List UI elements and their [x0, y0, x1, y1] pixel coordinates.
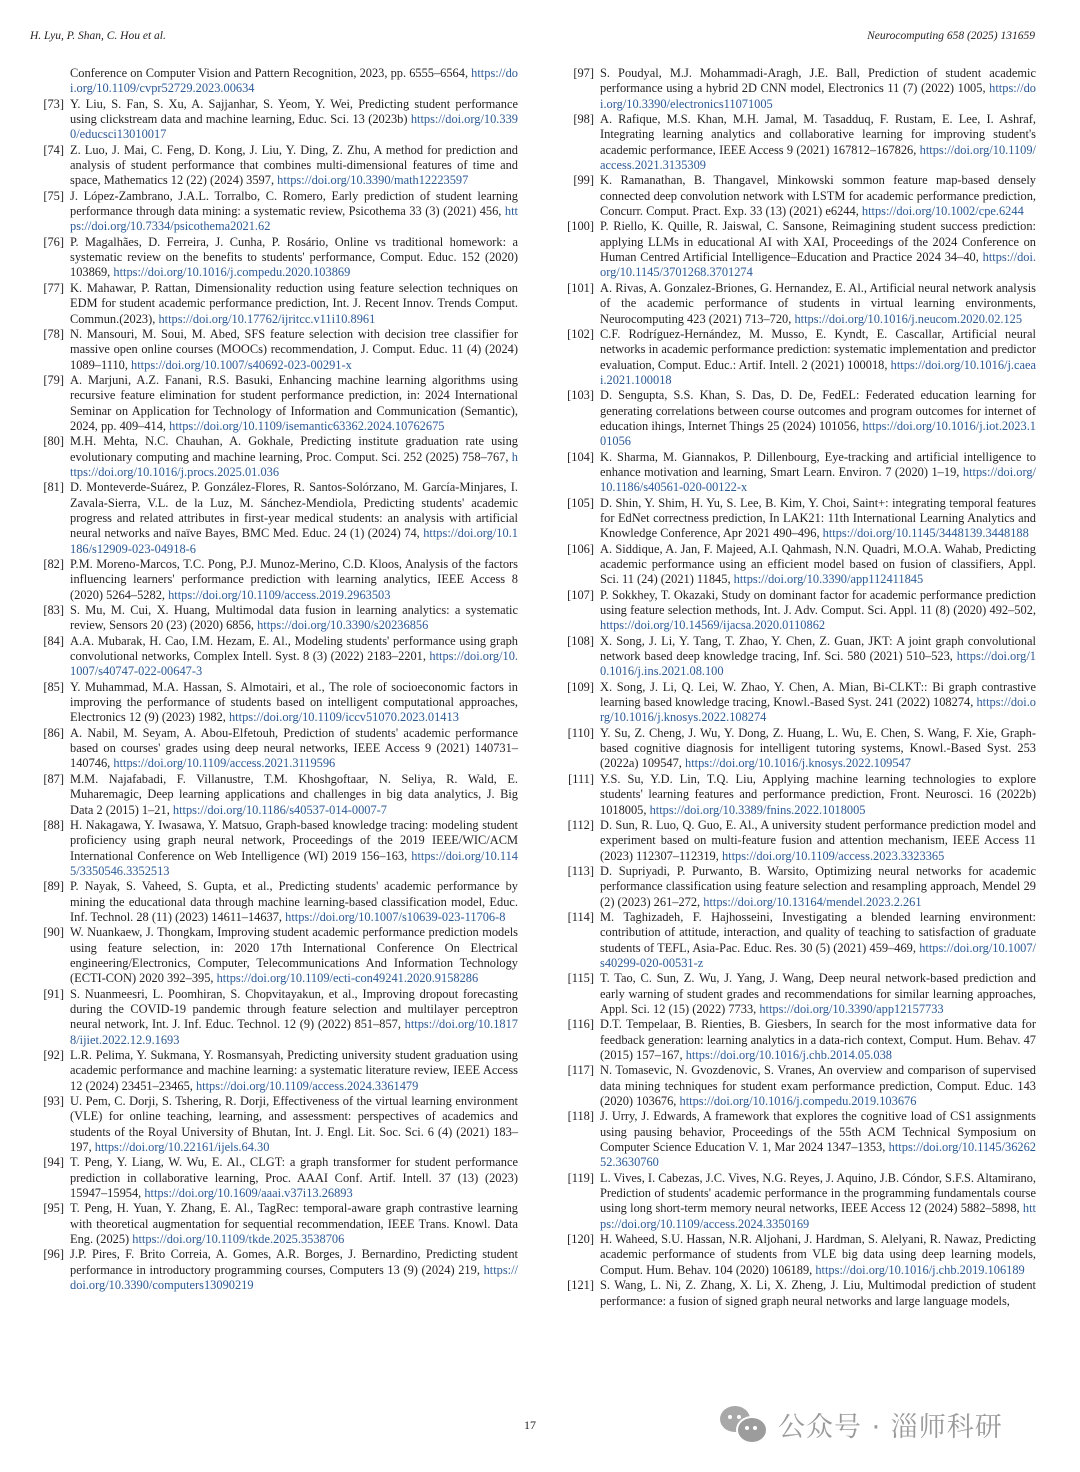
watermark-text: 公众号 · 淄师科研: [778, 1411, 1003, 1443]
reference-number: [100]: [567, 219, 594, 234]
reference-entry: [36, 557, 518, 603]
reference-citation: P. Nayak, S. Vaheed, S. Gupta, et al., Predicting students' academic performance by mining the educational data through machine learning-based classification model, Educ. Inf. Technol. 28 (11) (2023) 14611–14637,: [70, 879, 518, 924]
reference-text: [70, 772, 518, 818]
reference-citation: D. Sun, R. Luo, Q. Guo, E. Al., A university student performance prediction model and experiment based on multi-feature fusion and attention mechanism, IEEE Access 11 (2023) 112307–112319,: [600, 817, 1036, 863]
reference-text: [70, 1048, 518, 1094]
reference-entry: [556, 281, 1036, 327]
reference-entry: [556, 1278, 1036, 1309]
reference-text: [70, 603, 518, 634]
doi-link[interactable]: https://doi.org/10.1016/j.compedu.2020.103869: [113, 265, 351, 280]
reference-text: [600, 66, 1036, 112]
reference-entry: [36, 327, 518, 373]
doi-link[interactable]: https://doi.org/10.1007/s40692-023-00291-x: [131, 357, 352, 372]
reference-citation: D. Sengupta, S.S. Khan, S. Das, D. De, FedEL: Federated education learning for generating correlations between course outcomes and program outcomes for internet of education ihings, Internet Things 25 (2024) 101056,: [600, 388, 1036, 433]
reference-text: [600, 112, 1036, 173]
doi-link[interactable]: https://doi.org/10.1016/j.chb.2019.106189: [815, 1262, 1025, 1277]
reference-entry: [556, 219, 1036, 280]
reference-number: [118]: [567, 1109, 594, 1124]
reference-number: [101]: [567, 280, 594, 295]
reference-citation: Y.S. Su, Y.D. Lin, T.Q. Liu, Applying machine learning technologies to explore students' learning features and performance prediction, Front. Neurosci. 16 (2022b) 1018005,: [600, 771, 1036, 817]
reference-entry: [36, 726, 518, 772]
reference-citation: W. Nuankaew, J. Thongkam, Improving student academic performance prediction models using feature selection, in: 2020 17th International Conference On Electrical engineering/Electronics, Computer, Telecommunications And Information Technology (ECTI-CON) 2020 392–395,: [70, 925, 518, 986]
reference-entry: [556, 496, 1036, 542]
reference-entry: [36, 143, 518, 189]
reference-number: [121]: [567, 1278, 594, 1293]
reference-citation: D.T. Tempelaar, B. Rienties, B. Giesbers, In search for the most informative data for feedback generation: learning analytics in a data-rich context, Comput. Hum. Behav. 47 (2015) 157–167,: [600, 1017, 1036, 1062]
doi-link[interactable]: https://doi.org/10.1145/3701268.3701274: [600, 250, 1036, 280]
reference-number: [94]: [43, 1155, 64, 1170]
reference-entry: [36, 603, 518, 634]
reference-number: [110]: [567, 725, 594, 740]
reference-citation: M.M. Najafabadi, F. Villanustre, T.M. Khoshgoftaar, N. Seliya, R. Wald, E. Muharemagic, Deep learning applications and challenges in big data analytics, J. Big Data 2 (2015) 1–21,: [70, 771, 518, 817]
reference-text: [600, 726, 1036, 772]
reference-citation: A. Rivas, A. Gonzalez-Briones, G. Hernandez, E. Al., Artificial neural network analysis of the academic performance of students in virtual learning environments, Neurocomputing 423 (2021) 713–720,: [600, 280, 1036, 326]
doi-link[interactable]: https://doi.org/10.1016/j.procs.2025.01.036: [70, 449, 518, 479]
doi-link[interactable]: https://doi.org/10.1145/3350546.3352513: [70, 848, 518, 878]
reference-entry: [556, 388, 1036, 449]
reference-number: [108]: [567, 633, 594, 648]
reference-text: [600, 173, 1036, 219]
reference-citation: T. Peng, H. Yuan, Y. Zhang, E. Al., TagRec: temporal-aware graph contrastive learning with theoretical augmentation for sequential recommendation, IEEE Trans. Knowl. Data Eng. (2025): [70, 1201, 518, 1247]
reference-text: [600, 588, 1036, 634]
reference-entry: [36, 680, 518, 726]
reference-text: [70, 680, 518, 726]
reference-entry: [36, 987, 518, 1048]
doi-link[interactable]: https://doi.org/10.13164/mendel.2023.2.261: [703, 894, 922, 909]
reference-citation: D. Shin, Y. Shim, H. Yu, S. Lee, B. Kim, Y. Choi, Saint+: integrating temporal features for EdNet correctness prediction, In LAK21: 11th International Learning Analytics and Knowledge Conference, Apr 2021 490–496,: [600, 495, 1036, 541]
reference-number: [90]: [43, 925, 64, 940]
reference-entry: [556, 1232, 1036, 1278]
doi-link[interactable]: https://doi.org/10.1109/access.2019.2963503: [168, 587, 391, 602]
reference-number: [103]: [567, 388, 594, 403]
reference-citation: T. Peng, Y. Liang, W. Wu, E. Al., CLGT: a graph transformer for student performance prediction in collaborative learning, Proc. AAAI Conf. Artif. Intell. 37 (13) (2023) 15947–15954,: [70, 1155, 518, 1201]
doi-link[interactable]: https://doi.org/10.14569/ijacsa.2020.0110862: [600, 618, 826, 633]
reference-entry: [556, 66, 1036, 112]
reference-entry: [36, 1094, 518, 1155]
reference-number: [88]: [43, 817, 64, 832]
reference-entry: [556, 680, 1036, 726]
doi-link[interactable]: https://doi.org/10.3390/educsci13010017: [70, 112, 518, 142]
doi-link[interactable]: https://doi.org/10.7334/psicothema2021.62: [70, 204, 518, 234]
doi-link[interactable]: https://doi.org/10.1007/s10639-023-11706-8: [285, 909, 506, 924]
reference-text: [600, 1063, 1036, 1109]
reference-entry: [36, 772, 518, 818]
reference-text: [70, 987, 518, 1048]
reference-number: [96]: [43, 1247, 64, 1262]
reference-entry: [36, 434, 518, 480]
reference-text: [70, 634, 518, 680]
reference-number: [93]: [43, 1094, 64, 1109]
doi-link[interactable]: https://doi.org/10.1007/s40299-020-00531-z: [600, 940, 1036, 970]
reference-citation: T. Tao, C. Sun, Z. Wu, J. Yang, J. Wang, Deep neural network-based prediction and early warning of student grades and recommendations for similar learning approaches, Appl. Sci. 12 (15) (2022) 7733,: [600, 971, 1036, 1016]
reference-text: [600, 910, 1036, 971]
reference-entry: [36, 480, 518, 557]
reference-citation: P. Riello, K. Quille, R. Jaiswal, C. Sansone, Reimagining student success prediction: applying LLMs in educational AI with XAI, Proceedings of the 2024 Conference on Human Centred Artificial Intelligence–Education and Practice 2024 34–40,: [600, 219, 1036, 265]
reference-text: [600, 1017, 1036, 1063]
reference-citation: Z. Luo, J. Mai, C. Feng, D. Kong, J. Liu, Y. Ding, Z. Zhu, A method for prediction and analysis of student performance that combines multi-dimensional features of time and space, Mathematics 12 (22) (2024) 3597,: [70, 142, 518, 188]
reference-entry: [36, 66, 518, 97]
reference-text: [70, 189, 518, 235]
reference-citation: H. Waheed, S.U. Hassan, N.R. Aljohani, J. Hardman, S. Alelyani, R. Nawaz, Predicting academic performance of students from VLE big data using deep learning models, Comput. Hum. Behav. 104 (2020) 106189,: [600, 1232, 1036, 1277]
reference-citation: J. Urry, J. Edwards, A framework that explores the cognitive load of CS1 assignments using pausing behavior, Proceedings of the 55th ACM Technical Symposium on Computer Science Education V. 1, Mar 2024 1347–1353,: [600, 1109, 1036, 1155]
reference-number: [77]: [43, 280, 64, 295]
reference-text: [70, 373, 518, 434]
reference-entry: [556, 173, 1036, 219]
doi-link[interactable]: https://doi.org/10.1016/j.caeai.2021.100018: [600, 357, 1036, 387]
reference-text: [600, 680, 1036, 726]
reference-text: [70, 726, 518, 772]
reference-citation: L.R. Pelima, Y. Sukmana, Y. Rosmansyah, Predicting university student graduation using academic performance and machine learning: a systematic literature review, IEEE Access 12 (2024) 23451–23465,: [70, 1048, 518, 1093]
reference-entry: [556, 542, 1036, 588]
doi-link[interactable]: https://doi.org/10.1016/j.neucom.2020.02.125: [794, 311, 1023, 326]
reference-entry: [556, 1063, 1036, 1109]
reference-number: [115]: [567, 971, 594, 986]
reference-number: [92]: [43, 1048, 64, 1062]
doi-link[interactable]: https://doi.org/10.3390/app112411845: [733, 572, 924, 587]
reference-text: [70, 1247, 518, 1293]
reference-text: [600, 542, 1036, 588]
reference-entry: [36, 235, 518, 281]
reference-text: [600, 219, 1036, 280]
doi-link[interactable]: https://doi.org/10.1145/3448139.3448188: [822, 526, 1029, 541]
reference-text: [600, 1278, 1036, 1309]
reference-text: [70, 66, 518, 97]
reference-text: [70, 434, 518, 480]
reference-text: [70, 818, 518, 879]
reference-citation: S. Mu, M. Cui, X. Huang, Multimodal data fusion in learning analytics: a systematic review, Sensors 20 (23) (2020) 6856,: [70, 603, 518, 633]
reference-citation: U. Pem, C. Dorji, S. Tshering, R. Dorji, Effectiveness of the virtual learning environment (VLE) for online teaching, learning, and assessment: perspectives of academics and students of the Royal University of Bhutan, Int. J. Engl. Lit. Soc. Sci. 6 (4) (2021) 183–197,: [70, 1094, 518, 1155]
reference-number: [75]: [43, 188, 64, 203]
reference-citation: A. Nabil, M. Seyam, A. Abou-Elfetouh, Prediction of students' academic performance based on courses' grades using deep neural networks, IEEE Access 9 (2021) 140731–140746,: [70, 725, 518, 771]
reference-number: [99]: [573, 173, 594, 188]
reference-number: [113]: [567, 863, 594, 878]
reference-citation: D. Monteverde-Suárez, P. González-Flores, R. Santos-Solórzano, M. García-Minjares, I. Zavala-Sierra, V.L. de la Luz, M. Sánchez-Mendiola, Predicting students' academic progress and related attributes in first-year medical students: an analysis with artificial neural networks and naïve Bayes, BMC Med. Educ. 24 (1) (2024) 74,: [70, 480, 518, 541]
reference-text: [70, 1155, 518, 1201]
reference-text: [600, 634, 1036, 680]
doi-link[interactable]: https://doi.org/10.1016/j.knosys.2022.109547: [685, 756, 911, 771]
wechat-icon: [720, 1404, 768, 1444]
doi-link[interactable]: https://doi.org/10.1016/j.ins.2021.08.100: [600, 649, 1036, 679]
reference-number: [104]: [567, 449, 594, 464]
doi-link[interactable]: https://doi.org/10.1016/j.iot.2023.101056: [600, 418, 1036, 449]
reference-number: [91]: [43, 986, 64, 1001]
doi-link[interactable]: https://doi.org/10.3390/app12157733: [759, 1001, 944, 1016]
doi-link[interactable]: https://doi.org/10.22161/ijels.64.30: [94, 1140, 270, 1155]
reference-text: [600, 971, 1036, 1017]
doi-link[interactable]: https://doi.org/10.1109/access.2021.3119596: [113, 756, 336, 771]
reference-entry: [36, 879, 518, 925]
reference-text: [600, 772, 1036, 818]
doi-link[interactable]: https://doi.org/10.1109/isemantic63362.2024.10762675: [169, 418, 445, 433]
reference-entry: [36, 1201, 518, 1247]
reference-number: [76]: [43, 234, 64, 249]
reference-entry: [556, 971, 1036, 1017]
reference-citation: H. Nakagawa, Y. Iwasawa, Y. Matsuo, Graph-based knowledge tracing: modeling student proficiency using graph neural network, Proceedings of the 2019 IEEE/WIC/ACM International Conference on Web Intelligence (WI) 2019 156–163,: [70, 817, 518, 863]
doi-link[interactable]: https://doi.org/10.1109/tkde.2025.3538706: [132, 1232, 345, 1247]
reference-text: [600, 450, 1036, 496]
reference-number: [36, 66, 70, 97]
reference-citation: M. Taghizadeh, F. Hajhosseini, Investigating a blended learning environment: contribution of attitude, interaction, and quality of teaching to satisfaction of graduate students of TEFL, Asia-Pac. Educ. Res. 30 (5) (2021) 459–469,: [600, 909, 1036, 955]
reference-number: [85]: [43, 679, 64, 694]
reference-number: [107]: [567, 587, 594, 602]
reference-citation: N. Tomasevic, N. Gvozdenovic, S. Vranes, An overview and comparison of supervised data mining techniques for student exam performance prediction, Comput. Educ. 143 (2020) 103676,: [600, 1063, 1036, 1109]
reference-number: [120]: [567, 1232, 594, 1247]
doi-link[interactable]: https://doi.org/10.1109/iccv51070.2023.01413: [228, 710, 459, 725]
reference-number: [114]: [567, 909, 594, 924]
reference-number: [86]: [43, 725, 64, 740]
reference-entry: [556, 818, 1036, 864]
reference-entry: [36, 373, 518, 434]
doi-link[interactable]: https://doi.org/10.1002/cpe.6244: [861, 204, 1024, 219]
reference-entry: [36, 1247, 518, 1293]
reference-citation: C.F. Rodríguez-Hernández, M. Musso, E. Kyndt, E. Cascallar, Artificial neural networks in academic performance prediction: systematic implementation and predictor evaluation, Comput. Educ.: Artif. Intell. 2 (2021) 100018,: [600, 326, 1036, 372]
reference-number: [102]: [567, 326, 594, 341]
reference-text: [600, 327, 1036, 388]
watermark: [720, 1404, 1003, 1444]
doi-link[interactable]: https://doi.org/10.1109/access.2024.3350169: [600, 1201, 1036, 1231]
doi-link[interactable]: https://doi.org/10.1109/access.2021.3135309: [600, 142, 1036, 173]
reference-number: [80]: [43, 434, 64, 449]
reference-text: [70, 143, 518, 189]
reference-citation: K. Mahawar, P. Rattan, Dimensionality reduction using feature selection techniques on EDM for student academic performance prediction, Int. J. Recent Innov. Trends Comput. Commun.(2023),: [70, 280, 518, 326]
reference-citation: X. Song, J. Li, Q. Lei, W. Zhao, Y. Chen, A. Mian, Bi-CLKT:: Bi graph contrastive learning based knowledge tracing, Knowl.-Based Syst. 241 (2022) 108274,: [600, 679, 1036, 710]
reference-citation: P.M. Moreno-Marcos, T.C. Pong, P.J. Munoz-Merino, C.D. Kloos, Analysis of the factors influencing learners' performance prediction with learning analytics, IEEE Access 8 (2020) 5264–5282,: [70, 557, 518, 602]
reference-citation: Y. Muhammad, M.A. Hassan, S. Almotairi, et al., The role of socioeconomic factors in improving the performance of students based on intelligent computational approaches, Electronics 12 (9) (2023) 1982,: [70, 679, 518, 725]
reference-entry: [36, 281, 518, 327]
reference-entry: [36, 1155, 518, 1201]
reference-citation: X. Song, J. Li, Y. Tang, T. Zhao, Y. Chen, Z. Guan, JKT: A joint graph convolutional network based deep knowledge tracing, Inf. Sci. 580 (2021) 510–523,: [600, 633, 1036, 664]
reference-text: [70, 1094, 518, 1155]
reference-number: [111]: [568, 771, 594, 786]
reference-number: [74]: [43, 142, 64, 157]
reference-number: [95]: [43, 1201, 64, 1216]
reference-number: [81]: [43, 480, 64, 495]
reference-text: [600, 864, 1036, 910]
doi-link[interactable]: https://doi.org/10.3389/fnins.2022.1018005: [649, 802, 866, 817]
reference-number: [82]: [43, 557, 64, 571]
reference-text: [70, 879, 518, 925]
reference-entry: [36, 925, 518, 986]
reference-entry: [556, 1109, 1036, 1170]
doi-link[interactable]: https://doi.org/10.3390/s20236856: [257, 618, 429, 633]
reference-entry: [36, 634, 518, 680]
doi-link[interactable]: https://doi.org/10.3390/electronics11071005: [600, 81, 1036, 111]
reference-number: [97]: [573, 66, 594, 80]
reference-citation: Conference on Computer Vision and Pattern Recognition, 2023, pp. 6555–6564,: [70, 66, 472, 80]
reference-citation: A. Rafique, M.S. Khan, M.H. Jamal, M. Tasadduq, F. Rustam, E. Lee, I. Ashraf, Integrating learning analytics and collaborative learning for improving student's academic performance, IEEE Access 9 (2021) 167812–167826,: [600, 112, 1036, 157]
reference-number: [109]: [567, 679, 594, 694]
reference-number: [98]: [573, 112, 594, 127]
reference-text: [70, 327, 518, 373]
doi-link[interactable]: https://doi.org/10.1016/j.chb.2014.05.038: [685, 1048, 892, 1062]
doi-link[interactable]: https://doi.org/10.1186/s40537-014-0007-7: [172, 802, 387, 817]
reference-number: [79]: [43, 372, 64, 387]
doi-link[interactable]: https://doi.org/10.18178/ijiet.2022.12.9.1693: [70, 1017, 518, 1047]
running-head-journal: Neurocomputing 658 (2025) 131659: [867, 30, 1035, 42]
reference-text: [70, 281, 518, 327]
reference-entry: [556, 1171, 1036, 1232]
reference-entry: [556, 910, 1036, 971]
reference-number: [84]: [43, 633, 64, 648]
reference-number: [78]: [43, 326, 64, 341]
doi-link[interactable]: https://doi.org/10.1145/3626252.3630760: [600, 1140, 1036, 1170]
doi-link[interactable]: https://doi.org/10.1186/s40561-020-00122-x: [600, 464, 1036, 495]
doi-link[interactable]: https://doi.org/10.3390/math12223597: [277, 173, 469, 188]
reference-citation: J.P. Pires, F. Brito Correia, A. Gomes, A.R. Borges, J. Bernardino, Predicting student performance in introductory programming courses, Computers 13 (9) (2024) 219,: [70, 1247, 518, 1277]
reference-text: [600, 388, 1036, 449]
reference-number: [83]: [43, 603, 64, 618]
reference-text: [70, 1201, 518, 1247]
doi-link[interactable]: https://doi.org/10.1016/j.knosys.2022.108274: [600, 695, 1036, 725]
reference-citation: A.A. Mubarak, H. Cao, I.M. Hezam, E. Al., Modeling students' performance using graph convolutional networks, Complex Intell. Syst. 8 (3) (2022) 2183–2201,: [70, 633, 518, 664]
reference-entry: [556, 634, 1036, 680]
reference-citation: S. Wang, L. Ni, Z. Zhang, X. Li, X. Zheng, J. Liu, Multimodal prediction of student performance: a fusion of signed graph neural networks and large language models,: [600, 1278, 1036, 1308]
reference-citation: Y. Su, Z. Cheng, J. Wu, Y. Dong, Z. Huang, L. Wu, E. Chen, S. Wang, F. Xie, Graph-based cognitive diagnosis for intelligent tutoring systems, Knowl.-Based Syst. 253 (2022a) 109547,: [600, 725, 1036, 771]
references-right-column: [556, 66, 1036, 1309]
reference-citation: P. Sokkhey, T. Okazaki, Study on dominant factor for academic performance prediction using feature selection methods, Int. J. Adv. Comput. Sci. Appl. 11 (8) (2020) 492–502,: [600, 587, 1036, 618]
references-left-column: [36, 66, 518, 1294]
reference-text: [70, 235, 518, 281]
doi-link[interactable]: https://doi.org/10.1109/ecti-con49241.2020.9158286: [216, 971, 479, 986]
reference-entry: [556, 112, 1036, 173]
reference-text: [600, 496, 1036, 542]
reference-number: [106]: [567, 541, 594, 556]
reference-entry: [556, 588, 1036, 634]
reference-number: [112]: [567, 817, 594, 832]
reference-citation: L. Vives, I. Cabezas, J.C. Vives, N.G. Reyes, J. Aquino, J.B. Cóndor, S.F.S. Altamirano, Prediction of students' academic performance in the programming fundamentals course using long short-term memory neural networks, IEEE Access 12 (2024) 5882–5898,: [600, 1170, 1036, 1216]
reference-citation: S. Nuanmeesri, L. Poomhiran, S. Chopvitayakun, et al., Improving dropout forecasting during the COVID-19 pandemic through feature selection and multilayer perceptron neural network, Int. J. Inf. Educ. Technol. 12 (9) (2022) 851–857,: [70, 986, 518, 1032]
reference-text: [70, 480, 518, 557]
reference-text: [600, 281, 1036, 327]
reference-number: [119]: [567, 1170, 594, 1185]
reference-text: [70, 925, 518, 986]
reference-entry: [556, 772, 1036, 818]
reference-entry: [36, 189, 518, 235]
reference-number: [117]: [567, 1063, 594, 1078]
page-number: 17: [524, 1418, 536, 1432]
reference-citation: J. López-Zambrano, J.A.L. Torralbo, C. Romero, Early prediction of student learning performance through data mining: a systematic review, Psicothema 33 (3) (2021) 456,: [70, 188, 518, 219]
reference-text: [600, 1109, 1036, 1170]
reference-entry: [556, 327, 1036, 388]
reference-citation: D. Supriyadi, P. Purwanto, B. Warsito, Optimizing neural networks for academic performance classification using feature selection and resampling approach, Mendel 29 (2) (2023) 261–272,: [600, 863, 1036, 909]
reference-number: [87]: [43, 771, 64, 786]
reference-text: [600, 1232, 1036, 1278]
reference-citation: M.H. Mehta, N.C. Chauhan, A. Gokhale, Predicting institute graduation rate using evolutionary computing and machine learning, Proc. Comput. Sci. 252 (2025) 758–767,: [70, 434, 518, 464]
running-head-authors: H. Lyu, P. Shan, C. Hou et al.: [30, 30, 166, 42]
reference-citation: P. Magalhães, D. Ferreira, J. Cunha, P. Rosário, Online vs traditional homework: a systematic review on the benefits to students' performance, Comput. Educ. 152 (2020) 103869,: [70, 234, 518, 280]
reference-citation: N. Mansouri, M. Soui, M. Abed, SFS feature selection with decision tree classifier for massive open online courses (MOOCs) recommendation, J. Comput. Educ. 11 (4) (2024) 1089–1110,: [70, 326, 518, 372]
reference-entry: [556, 864, 1036, 910]
reference-citation: A. Marjuni, A.Z. Fanani, R.S. Basuki, Enhancing machine learning algorithms using recursive feature elimination for student performance prediction, in: 2024 International Seminar on Application for Technology of Information and Communication (Semantic), 2024, pp. 409–414,: [70, 372, 518, 433]
reference-entry: [556, 726, 1036, 772]
reference-entry: [556, 1017, 1036, 1063]
doi-link[interactable]: https://doi.org/10.1007/s40747-022-00647-3: [70, 649, 518, 679]
reference-number: [105]: [567, 495, 594, 510]
doi-link[interactable]: https://doi.org/10.3390/computers13090219: [70, 1262, 518, 1293]
doi-link[interactable]: https://doi.org/10.1109/access.2023.3323365: [721, 848, 945, 863]
doi-link[interactable]: https://doi.org/10.1109/access.2024.3361479: [195, 1078, 419, 1093]
reference-number: [116]: [567, 1017, 594, 1032]
reference-entry: [556, 450, 1036, 496]
reference-citation: K. Ramanathan, B. Thangavel, Minkowski sommon feature map-based densely connected deep convolution network with LSTM for academic performance prediction, Concurr. Comput. Pract. Exp. 33 (13) (2021) e6244,: [600, 173, 1036, 219]
reference-text: [600, 818, 1036, 864]
reference-text: [70, 97, 518, 143]
doi-link[interactable]: https://doi.org/10.1609/aaai.v37i13.26893: [144, 1186, 353, 1201]
reference-text: [600, 1171, 1036, 1232]
doi-link[interactable]: https://doi.org/10.17762/ijritcc.v11i10.8961: [158, 311, 376, 326]
reference-citation: A. Siddique, A. Jan, F. Majeed, A.I. Qahmash, N.N. Quadri, M.O.A. Wahab, Predicting academic performance using an efficient model based on fusion of classifiers, Appl. Sci. 11 (24) (2021) 11845,: [600, 541, 1036, 587]
reference-citation: Y. Liu, S. Fan, S. Xu, A. Sajjanhar, S. Yeom, Y. Wei, Predicting student performance using clickstream data and machine learning, Educ. Sci. 13 (2023b): [70, 96, 518, 127]
reference-text: [70, 557, 518, 603]
doi-link[interactable]: https://doi.org/10.1186/s12909-023-04918-6: [70, 526, 518, 556]
reference-citation: K. Sharma, M. Giannakos, P. Dillenbourg, Eye-tracking and artificial intelligence to enhance motivation and learning, Smart Learn. Environ. 7 (2020) 1–19,: [600, 449, 1036, 479]
reference-number: [73]: [43, 96, 64, 111]
reference-entry: [36, 1048, 518, 1094]
reference-citation: S. Poudyal, M.J. Mohammadi-Aragh, J.E. Ball, Prediction of student academic performance using a hybrid 2D CNN model, Electronics 11 (7) (2022) 1005,: [600, 66, 1036, 96]
doi-link[interactable]: https://doi.org/10.1109/cvpr52729.2023.00634: [70, 66, 518, 96]
doi-link[interactable]: https://doi.org/10.1016/j.compedu.2019.103676: [679, 1094, 917, 1109]
reference-entry: [36, 97, 518, 143]
reference-entry: [36, 818, 518, 879]
reference-number: [89]: [43, 879, 64, 894]
